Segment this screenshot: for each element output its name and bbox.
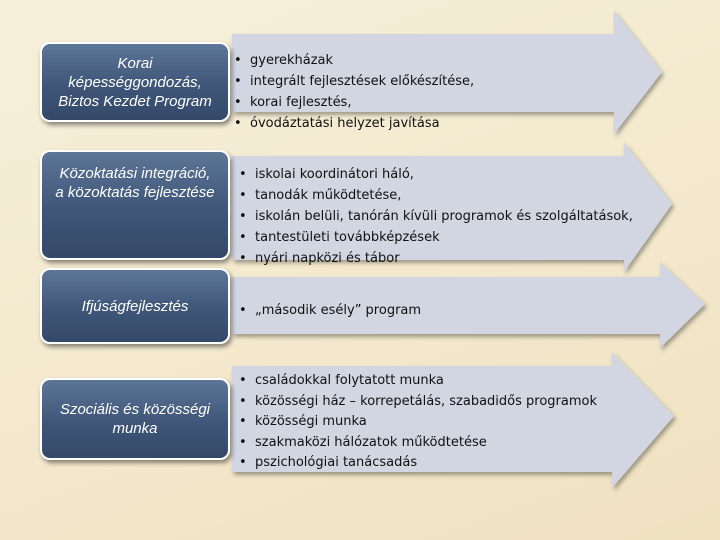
list-item: • „második esély” program (239, 300, 421, 321)
list-item: • tantestületi továbbképzések (239, 227, 633, 248)
list-item: • közösségi munka (239, 412, 597, 433)
list-item: • pszichológiai tanácsadás (239, 453, 597, 474)
list-item: • közösségi ház – korrepetálás, szabadidős programok (239, 392, 597, 413)
list-item: • iskolai koordinátori háló, (239, 164, 633, 185)
list-item: • gyerekházak (234, 50, 474, 71)
list-item: • tanodák működtetése, (239, 185, 633, 206)
label-text-ifjusag: Ifjúságfejlesztés (81, 297, 189, 315)
list-item: • nyári napközi és tábor (239, 248, 633, 269)
bullet-list-ifjusag (239, 300, 421, 321)
label-text-szocialis: Szociális és közösségi munka (59, 401, 211, 437)
list-item: • óvodáztatási helyzet javítása (234, 113, 474, 134)
list-item: • családokkal folytatott munka (239, 371, 597, 392)
bullet-list-kozoktatas (239, 164, 633, 269)
label-text-kozoktatas: Közoktatási integráció, a közoktatás fejlesztése (55, 165, 215, 201)
label-box-korai (40, 42, 230, 122)
list-item: • integrált fejlesztések előkészítése, (234, 71, 474, 92)
label-box-kozoktatas (40, 150, 230, 260)
bullet-list-szocialis (239, 371, 597, 474)
list-item: • szakmaközi hálózatok működtetése (239, 433, 597, 454)
label-box-szocialis (40, 378, 230, 460)
label-box-ifjusag (40, 268, 230, 344)
bullet-list-korai (234, 50, 474, 134)
list-item: • korai fejlesztés, (234, 92, 474, 113)
list-item: • iskolán belüli, tanórán kívüli programok és szolgáltatások, (239, 206, 633, 227)
label-text-korai: Korai képességgondozás, Biztos Kezdet Program (58, 54, 212, 110)
